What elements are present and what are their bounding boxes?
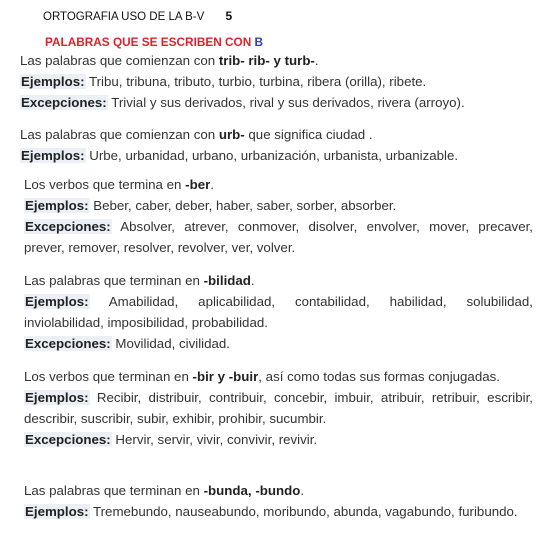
section-heading — [45, 34, 263, 50]
rule-intro — [20, 124, 535, 145]
examples-text: Amabilidad, aplicabilidad, contabilidad, habilidad, solubilidad, inviolabilidad, imposibilidad, probabilidad. — [24, 294, 533, 330]
rule-bir-buir — [24, 366, 533, 450]
rule-intro — [24, 480, 533, 501]
rule-examples — [24, 501, 533, 522]
rule-examples — [24, 387, 533, 429]
examples-label: Ejemplos: — [21, 74, 85, 89]
examples-label: Ejemplos: — [25, 504, 89, 519]
section-heading-text: PALABRAS QUE SE ESCRIBEN CON — [45, 35, 255, 49]
rule-keyword: -bir y -buir — [192, 369, 259, 384]
rule-urb — [20, 124, 535, 166]
rule-intro — [24, 270, 533, 291]
examples-text: Tremebundo, nauseabundo, moribundo, abunda, vagabundo, furibundo. — [89, 504, 518, 519]
document-header — [43, 6, 232, 28]
rule-intro-end: que significa ciudad . — [244, 127, 373, 142]
rule-keyword: -bilidad — [203, 273, 251, 288]
exceptions-label: Excepciones: — [25, 219, 111, 234]
rule-intro-text: Las palabras que terminan en — [24, 483, 204, 498]
exceptions-label: Excepciones: — [25, 432, 111, 447]
document-title: ORTOGRAFIA USO DE LA B-V — [43, 11, 205, 23]
examples-label: Ejemplos: — [25, 294, 89, 309]
examples-text: Beber, caber, deber, haber, saber, sorber, absorber. — [89, 198, 397, 213]
rule-examples — [20, 71, 535, 92]
rule-keyword: trib- rib- y turb- — [218, 53, 315, 68]
exceptions-label: Excepciones: — [25, 336, 111, 351]
rule-exceptions — [24, 429, 533, 450]
rule-intro — [20, 50, 535, 71]
rule-examples — [20, 145, 535, 166]
exceptions-text: Movilidad, civilidad. — [111, 336, 230, 351]
rule-intro-end: , así como todas sus formas conjugadas. — [258, 369, 500, 384]
exceptions-text: Absolver, atrever, conmover, disolver, envolver, mover, precaver, prever, remover, resolver, revolver, ver, volver. — [24, 219, 533, 255]
rule-intro — [24, 174, 533, 195]
rule-intro — [24, 366, 533, 387]
examples-text: Urbe, urbanidad, urbano, urbanización, urbanista, urbanizable. — [85, 148, 459, 163]
exceptions-label: Excepciones: — [21, 95, 107, 110]
examples-text: Tribu, tribuna, tributo, turbio, turbina, ribera (orilla), ribete. — [85, 74, 427, 89]
rule-intro-text: Los verbos que terminan en — [24, 369, 193, 384]
rule-exceptions — [24, 216, 533, 258]
page-number: 5 — [225, 9, 233, 23]
rule-examples — [24, 195, 533, 216]
exceptions-text: Trivial y sus derivados, rival y sus derivados, rivera (arroyo). — [107, 95, 465, 110]
rule-intro-text: Los verbos que termina en — [24, 177, 186, 192]
examples-label: Ejemplos: — [25, 390, 89, 405]
rule-intro-text: Las palabras que comienzan con — [20, 127, 219, 142]
rule-trib-rib-turb — [20, 50, 535, 113]
examples-label: Ejemplos: — [25, 198, 89, 213]
rule-exceptions — [20, 92, 535, 113]
rule-keyword: -ber — [185, 177, 211, 192]
rule-keyword: urb- — [218, 127, 245, 142]
examples-label: Ejemplos: — [21, 148, 85, 163]
rule-bilidad — [24, 270, 533, 354]
rule-intro-text: Las palabras que terminan en — [24, 273, 204, 288]
examples-text: Recibir, distribuir, contribuir, concebir, imbuir, atribuir, retribuir, escribir, describir, suscribir, subir, exhibir, prohibir, sucumbir. — [24, 390, 533, 426]
rule-intro-end: . — [250, 273, 255, 288]
rule-intro-end: . — [300, 483, 305, 498]
exceptions-text: Hervir, servir, vivir, convivir, revivir. — [111, 432, 318, 447]
rule-keyword: -bunda, -bundo — [203, 483, 301, 498]
rule-intro-end: . — [314, 53, 319, 68]
rule-bunda-bundo — [24, 480, 533, 522]
rule-ber — [24, 174, 533, 258]
section-heading-letter: B — [254, 35, 264, 49]
rule-intro-end: . — [210, 177, 214, 192]
rule-exceptions — [24, 333, 533, 354]
rule-intro-text: Las palabras que comienzan con — [20, 53, 219, 68]
rule-examples — [24, 291, 533, 333]
